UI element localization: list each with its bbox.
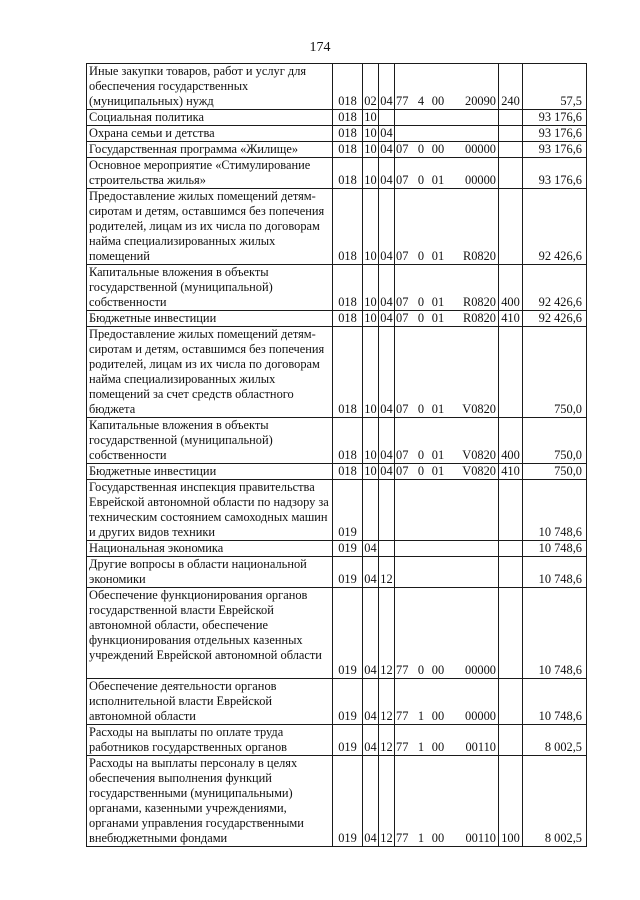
- row-subsection-code: 12: [379, 679, 395, 725]
- table-row: [87, 126, 587, 142]
- target-code-part: 77: [396, 740, 409, 754]
- row-subsection-code: 04: [379, 189, 395, 265]
- row-amount: 8 002,5: [523, 756, 587, 847]
- row-expense-type: [499, 480, 523, 541]
- table-row: [87, 64, 587, 110]
- row-target-code: [395, 189, 499, 265]
- row-subsection-code: 12: [379, 756, 395, 847]
- row-target-code: [395, 142, 499, 158]
- row-org-code: 019: [333, 588, 363, 679]
- row-expense-type: [499, 327, 523, 418]
- table-row: [87, 327, 587, 418]
- target-code-part: 1: [417, 709, 425, 723]
- table-row: [87, 725, 587, 756]
- row-target-code: [395, 756, 499, 847]
- row-target-code: [395, 158, 499, 189]
- target-code-part: 00000: [465, 709, 496, 723]
- row-org-code: 018: [333, 311, 363, 327]
- target-code-part: 07: [396, 249, 409, 263]
- target-code-part: V0820: [462, 464, 496, 478]
- row-section-code: 04: [363, 557, 379, 588]
- target-code-part: 00: [431, 740, 445, 754]
- row-expense-type: [499, 588, 523, 679]
- target-code-part: 07: [396, 173, 409, 187]
- target-code-part: 0: [417, 448, 425, 462]
- row-org-code: 019: [333, 480, 363, 541]
- row-subsection-code: 04: [379, 265, 395, 311]
- row-name: Государственная инспекция правительства Еврейской автономной области по надзору за техническим состоянием самоходных машин и других видов техники: [87, 480, 333, 541]
- table-row: [87, 464, 587, 480]
- row-org-code: 018: [333, 418, 363, 464]
- row-amount: 10 748,6: [523, 541, 587, 557]
- row-name: Капитальные вложения в объекты государственной (муниципальной) собственности: [87, 265, 333, 311]
- row-amount: 93 176,6: [523, 158, 587, 189]
- row-org-code: 019: [333, 725, 363, 756]
- row-target-code: [395, 311, 499, 327]
- target-code-part: 0: [417, 249, 425, 263]
- target-code-part: 07: [396, 295, 409, 309]
- row-amount: 92 426,6: [523, 189, 587, 265]
- table-row: [87, 679, 587, 725]
- row-amount: 8 002,5: [523, 725, 587, 756]
- row-section-code: 10: [364, 464, 377, 478]
- table-row: [87, 756, 587, 847]
- target-code-part: 00110: [465, 740, 496, 754]
- target-code-part: 00: [431, 831, 445, 845]
- row-expense-type: [499, 158, 523, 189]
- row-subsection-code: [379, 480, 395, 541]
- target-code-part: 0: [417, 142, 425, 156]
- row-amount: 92 426,6: [523, 311, 587, 327]
- target-code-part: 0: [417, 295, 425, 309]
- row-amount: 10 748,6: [523, 679, 587, 725]
- target-code-part: 07: [396, 311, 409, 325]
- row-section-code: 04: [364, 541, 377, 555]
- row-expense-type: [499, 725, 523, 756]
- row-target-code: [395, 464, 499, 480]
- row-org-code: 018: [333, 110, 363, 126]
- row-section-code: 10: [363, 158, 379, 189]
- row-section-code: 10: [364, 126, 377, 140]
- target-code-part: 77: [396, 709, 409, 723]
- row-section-code: 10: [363, 418, 379, 464]
- budget-table: [86, 63, 587, 847]
- row-name: Расходы на выплаты по оплате труда работников государственных органов: [87, 725, 333, 756]
- target-code-part: V0820: [462, 448, 496, 462]
- row-subsection-code: 12: [379, 725, 395, 756]
- target-code-part: 01: [431, 295, 445, 309]
- row-subsection-code: 12: [379, 588, 395, 679]
- table-row: [87, 158, 587, 189]
- row-amount: 57,5: [523, 64, 587, 110]
- table-row: [87, 265, 587, 311]
- table-row: [87, 541, 587, 557]
- row-name: Основное мероприятие «Стимулирование строительства жилья»: [87, 158, 333, 189]
- row-org-code: 018: [333, 265, 363, 311]
- row-target-code: [395, 110, 499, 126]
- row-name: Предоставление жилых помещений детям-сиротам и детям, оставшимся без попечения родителей, лицам из их числа по договорам найма специализированных жилых помещений: [87, 189, 333, 265]
- row-section-code: 04: [363, 725, 379, 756]
- row-target-code: [395, 327, 499, 418]
- row-section-code: 04: [363, 588, 379, 679]
- target-code-part: 07: [396, 448, 409, 462]
- row-org-code: 019: [333, 557, 363, 588]
- row-name: Расходы на выплаты персоналу в целях обеспечения выполнения функций государственными (муниципальными) органами, казенными учреждениями, органами управления государственными внебюджетными фондами: [87, 756, 333, 847]
- row-amount: 750,0: [523, 464, 587, 480]
- row-name: Обеспечение деятельности органов исполнительной власти Еврейской автономной области: [87, 679, 333, 725]
- row-subsection-code: 04: [380, 142, 393, 156]
- target-code-part: 00: [431, 94, 445, 108]
- row-name: Национальная экономика: [87, 541, 333, 557]
- target-code-part: 0: [417, 173, 425, 187]
- target-code-part: 1: [417, 740, 425, 754]
- row-org-code: 018: [333, 126, 363, 142]
- row-section-code: 04: [363, 756, 379, 847]
- row-subsection-code: 04: [380, 311, 393, 325]
- row-subsection-code: 12: [379, 557, 395, 588]
- row-target-code: [395, 541, 499, 557]
- row-target-code: [395, 418, 499, 464]
- row-subsection-code: 04: [379, 64, 395, 110]
- row-amount: 10 748,6: [523, 588, 587, 679]
- row-amount: 93 176,6: [523, 110, 587, 126]
- target-code-part: 07: [396, 464, 409, 478]
- target-code-part: 01: [431, 464, 445, 478]
- target-code-part: 00000: [465, 173, 496, 187]
- row-name: Бюджетные инвестиции: [87, 311, 333, 327]
- row-expense-type: 100: [499, 756, 523, 847]
- table-row: [87, 418, 587, 464]
- row-name: Другие вопросы в области национальной экономики: [87, 557, 333, 588]
- row-target-code: [395, 725, 499, 756]
- row-target-code: [395, 64, 499, 110]
- row-expense-type: 400: [499, 418, 523, 464]
- row-name: Бюджетные инвестиции: [87, 464, 333, 480]
- target-code-part: 77: [396, 94, 409, 108]
- row-expense-type: 410: [499, 311, 523, 327]
- row-name: Капитальные вложения в объекты государственной (муниципальной) собственности: [87, 418, 333, 464]
- row-name: Охрана семьи и детства: [87, 126, 333, 142]
- target-code-part: 00110: [465, 831, 496, 845]
- row-target-code: [395, 126, 499, 142]
- row-expense-type: [499, 541, 523, 557]
- target-code-part: 00: [431, 142, 445, 156]
- row-amount: 92 426,6: [523, 265, 587, 311]
- target-code-part: 00: [431, 663, 445, 677]
- row-name: Обеспечение функционирования органов государственной власти Еврейской автономной области, обеспечение функционирования отдельных казенных учреждений Еврейской автономной области: [87, 588, 333, 679]
- row-section-code: 02: [363, 64, 379, 110]
- target-code-part: 07: [396, 142, 409, 156]
- row-org-code: 018: [333, 189, 363, 265]
- row-target-code: [395, 588, 499, 679]
- row-amount: 10 748,6: [523, 557, 587, 588]
- target-code-part: 01: [431, 402, 445, 416]
- row-target-code: [395, 480, 499, 541]
- row-expense-type: [499, 142, 523, 158]
- row-name: Предоставление жилых помещений детям-сиротам и детям, оставшимся без попечения родителей, лицам из их числа по договорам найма специализированных жилых помещений за счет средств областного бюджета: [87, 327, 333, 418]
- row-expense-type: [499, 557, 523, 588]
- table-row: [87, 311, 587, 327]
- target-code-part: 77: [396, 831, 409, 845]
- row-org-code: 019: [333, 679, 363, 725]
- row-expense-type: [499, 110, 523, 126]
- row-section-code: 04: [363, 679, 379, 725]
- row-subsection-code: 04: [379, 158, 395, 189]
- row-section-code: 10: [363, 265, 379, 311]
- table-row: [87, 189, 587, 265]
- table-row: [87, 110, 587, 126]
- target-code-part: 00000: [465, 663, 496, 677]
- row-org-code: 019: [333, 541, 363, 557]
- target-code-part: 77: [396, 663, 409, 677]
- row-org-code: 019: [333, 756, 363, 847]
- table-row: [87, 588, 587, 679]
- row-amount: 10 748,6: [523, 480, 587, 541]
- row-amount: 750,0: [523, 327, 587, 418]
- row-org-code: 018: [333, 64, 363, 110]
- row-org-code: 018: [333, 158, 363, 189]
- row-section-code: 10: [364, 142, 377, 156]
- row-expense-type: 240: [499, 64, 523, 110]
- target-code-part: 0: [417, 464, 425, 478]
- target-code-part: 01: [431, 173, 445, 187]
- row-expense-type: [499, 126, 523, 142]
- target-code-part: 4: [417, 94, 425, 108]
- target-code-part: 20090: [465, 94, 496, 108]
- target-code-part: 00: [431, 709, 445, 723]
- target-code-part: 1: [417, 831, 425, 845]
- row-target-code: [395, 265, 499, 311]
- table-row: [87, 480, 587, 541]
- table-row: [87, 557, 587, 588]
- row-amount: 750,0: [523, 418, 587, 464]
- row-subsection-code: 04: [380, 464, 393, 478]
- row-expense-type: 410: [499, 464, 523, 480]
- row-name: Социальная политика: [87, 110, 333, 126]
- row-subsection-code: 04: [379, 327, 395, 418]
- row-target-code: [395, 557, 499, 588]
- row-expense-type: [499, 189, 523, 265]
- row-section-code: 10: [364, 110, 377, 124]
- row-section-code: [363, 480, 379, 541]
- row-section-code: 10: [363, 327, 379, 418]
- target-code-part: V0820: [462, 402, 496, 416]
- row-subsection-code: 04: [379, 418, 395, 464]
- row-subsection-code: [379, 541, 395, 557]
- target-code-part: R0820: [462, 311, 496, 325]
- row-amount: 93 176,6: [523, 126, 587, 142]
- table-row: [87, 142, 587, 158]
- target-code-part: 0: [417, 402, 425, 416]
- row-org-code: 018: [333, 142, 363, 158]
- target-code-part: R0820: [462, 249, 496, 263]
- row-name: Государственная программа «Жилище»: [87, 142, 333, 158]
- target-code-part: 00000: [465, 142, 496, 156]
- target-code-part: R0820: [462, 295, 496, 309]
- row-section-code: 10: [363, 189, 379, 265]
- row-target-code: [395, 679, 499, 725]
- target-code-part: 01: [431, 249, 445, 263]
- row-amount: 93 176,6: [523, 142, 587, 158]
- target-code-part: 0: [417, 663, 425, 677]
- row-subsection-code: [379, 110, 395, 126]
- row-expense-type: 400: [499, 265, 523, 311]
- target-code-part: 0: [417, 311, 425, 325]
- page-number: 174: [309, 40, 331, 55]
- target-code-part: 07: [396, 402, 409, 416]
- row-org-code: 018: [333, 464, 363, 480]
- row-name: Иные закупки товаров, работ и услуг для обеспечения государственных (муниципальных) нужд: [87, 64, 333, 110]
- row-subsection-code: 04: [380, 126, 393, 140]
- target-code-part: 01: [431, 311, 445, 325]
- row-org-code: 018: [333, 327, 363, 418]
- row-section-code: 10: [364, 311, 377, 325]
- row-expense-type: [499, 679, 523, 725]
- target-code-part: 01: [431, 448, 445, 462]
